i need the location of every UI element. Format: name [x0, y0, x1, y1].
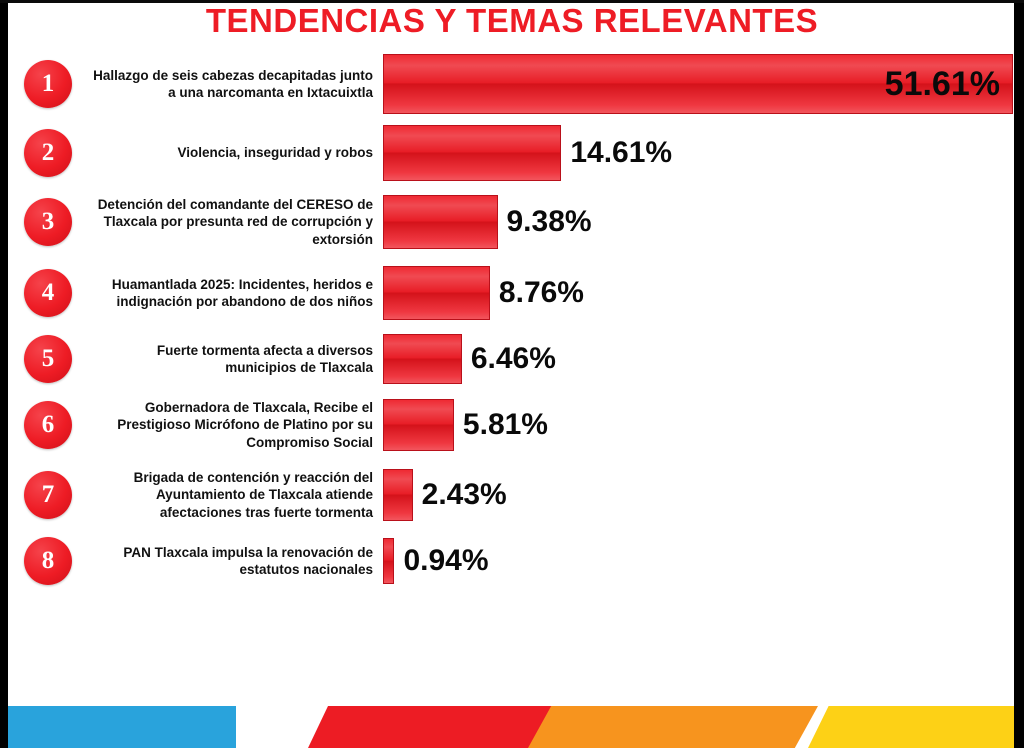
bar-container [383, 390, 1014, 460]
chart-row [8, 328, 1014, 390]
category-label: Violencia, inseguridad y robos [177, 145, 373, 161]
bar-chart [8, 48, 1014, 698]
rank-badge: 4 [24, 269, 72, 317]
chart-row [8, 258, 1014, 328]
footer-chevron-red [308, 706, 558, 748]
footer-decoration [8, 706, 1014, 748]
category-label: Gobernadora de Tlaxcala, Recibe el Prestigioso Micrófono de Platino por su Compromiso Social [117, 400, 373, 450]
bar [383, 399, 454, 451]
bar-value-label: 5.81% [462, 408, 548, 441]
category-label: Hallazgo de seis cabezas decapitadas junto a una narcomanta en Ixtacuixtla [93, 67, 373, 100]
bar-value-label: 6.46% [470, 342, 556, 375]
rank-badge-container [8, 401, 88, 449]
rank-badge-container [8, 471, 88, 519]
rank-badge: 2 [24, 129, 72, 177]
bar-value-label: 0.94% [403, 544, 489, 577]
bar-value-label: 51.61% [884, 64, 1000, 103]
bar-value-label: 2.43% [421, 478, 507, 511]
bar [383, 266, 490, 320]
bar-container [383, 328, 1014, 390]
page-title: TENDENCIAS Y TEMAS RELEVANTES [205, 2, 819, 39]
rank-badge-container [8, 269, 88, 317]
rank-badge-container [8, 198, 88, 246]
category-label: Detención del comandante del CERESO de Tlaxcala por presunta red de corrupción y extorsión [97, 197, 373, 247]
category-label: PAN Tlaxcala impulsa la renovación de estatutos nacionales [123, 544, 373, 577]
bar-container [383, 120, 1014, 186]
rank-badge: 1 [24, 60, 72, 108]
rank-badge: 5 [24, 335, 72, 383]
bar-value-label: 9.38% [506, 205, 592, 238]
rank-badge-container [8, 129, 88, 177]
chart-row [8, 530, 1014, 592]
chart-row [8, 390, 1014, 460]
rank-badge: 6 [24, 401, 72, 449]
chart-row [8, 48, 1014, 120]
footer-chevron-yellow [808, 706, 1014, 748]
chart-row [8, 186, 1014, 258]
frame-edge-right [1014, 0, 1024, 748]
bar-container [383, 186, 1014, 258]
bar-container [383, 258, 1014, 328]
bar [383, 469, 413, 521]
rank-badge: 7 [24, 471, 72, 519]
bar [383, 195, 498, 249]
rank-badge-container [8, 60, 88, 108]
footer-chevron-blue [8, 706, 236, 748]
footer-chevron-orange [528, 706, 818, 748]
chart-row [8, 460, 1014, 530]
frame-edge-left [0, 0, 8, 748]
bar-container [383, 530, 1014, 592]
bar-container [383, 48, 1014, 120]
rank-badge: 8 [24, 537, 72, 585]
bar [383, 538, 394, 584]
chart-row [8, 120, 1014, 186]
bar-value-label: 14.61% [570, 136, 673, 169]
bar [383, 125, 561, 181]
category-label: Huamantlada 2025: Incidentes, heridos e indignación por abandono de dos niños [111, 276, 373, 309]
bar [383, 334, 462, 384]
bar-value-label: 8.76% [498, 276, 584, 309]
bar-container [383, 460, 1014, 530]
rank-badge: 3 [24, 198, 72, 246]
category-label: Fuerte tormenta afecta a diversos municipios de Tlaxcala [156, 342, 373, 375]
rank-badge-container [8, 335, 88, 383]
rank-badge-container [8, 537, 88, 585]
category-label: Brigada de contención y reacción del Ayuntamiento de Tlaxcala atiende afectaciones tras fuerte tormenta [133, 470, 373, 520]
